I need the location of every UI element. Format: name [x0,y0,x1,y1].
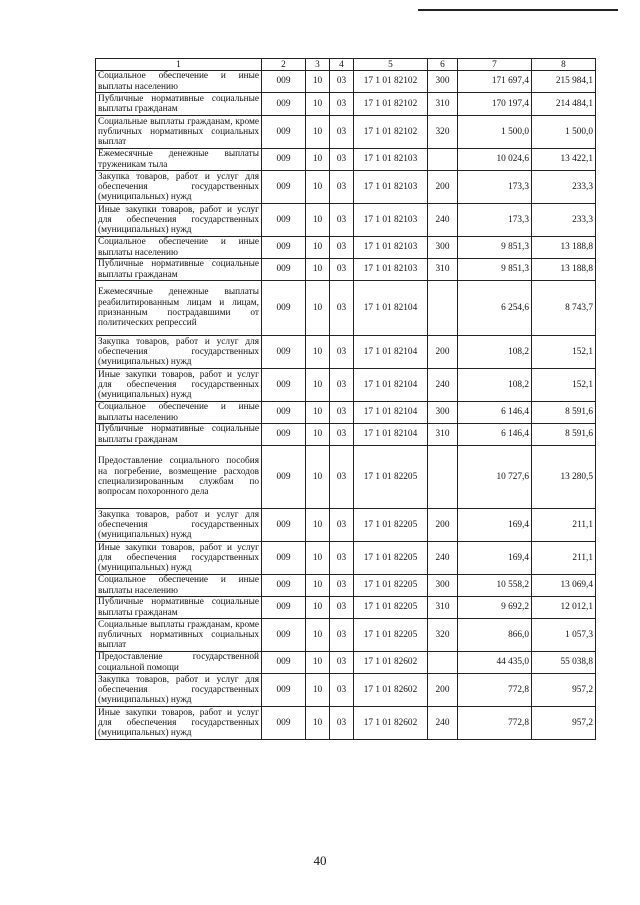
table-row [96,402,596,424]
row-code-4: 03 [330,71,354,93]
row-code-4: 03 [330,542,354,575]
row-amount-7: 108,2 [458,369,532,402]
row-amount-8: 233,3 [532,204,596,237]
row-code-5: 17 1 01 82102 [354,116,428,149]
table-row [96,204,596,237]
row-amount-7: 772,8 [458,674,532,707]
row-amount-7: 169,4 [458,542,532,575]
row-amount-7: 171 697,4 [458,71,532,93]
row-code-2: 009 [262,509,306,542]
row-code-2: 009 [262,575,306,597]
row-code-6: 310 [428,597,458,619]
row-name: Ежемесячные денежные выплаты труженикам тыла [96,149,262,171]
table-row [96,707,596,740]
row-code-4: 03 [330,336,354,369]
row-code-6 [428,281,458,336]
row-amount-8: 214 484,1 [532,93,596,116]
row-code-3: 10 [306,116,330,149]
row-amount-8: 152,1 [532,336,596,369]
row-code-3: 10 [306,93,330,116]
row-code-6: 200 [428,509,458,542]
row-code-3: 10 [306,509,330,542]
row-amount-8: 233,3 [532,171,596,204]
row-code-5: 17 1 01 82103 [354,204,428,237]
row-code-5: 17 1 01 82205 [354,446,428,509]
row-name: Публичные нормативные социальные выплаты гражданам [96,424,262,446]
table-row [96,446,596,509]
table-row [96,281,596,336]
header-cell-6: 6 [428,59,458,71]
row-code-6: 310 [428,259,458,281]
row-code-6: 300 [428,402,458,424]
row-amount-8: 13 188,8 [532,259,596,281]
row-name: Социальное обеспечение и иные выплаты населению [96,402,262,424]
row-code-2: 009 [262,674,306,707]
row-code-6: 310 [428,424,458,446]
row-amount-7: 10 024,6 [458,149,532,171]
row-amount-7: 9 851,3 [458,259,532,281]
table-row [96,149,596,171]
row-code-3: 10 [306,71,330,93]
row-code-5: 17 1 01 82602 [354,707,428,740]
row-code-2: 009 [262,597,306,619]
row-code-5: 17 1 01 82602 [354,652,428,674]
row-amount-7: 10 558,2 [458,575,532,597]
row-amount-7: 6 254,6 [458,281,532,336]
row-amount-7: 1 500,0 [458,116,532,149]
row-amount-8: 152,1 [532,369,596,402]
row-code-3: 10 [306,674,330,707]
row-code-4: 03 [330,237,354,259]
header-cell-3: 3 [306,59,330,71]
row-code-3: 10 [306,707,330,740]
row-name: Предоставление социального пособия на погребение, возмещение расходов специализированным службам по вопросам похоронного дела [96,446,262,509]
table-row [96,369,596,402]
row-code-4: 03 [330,171,354,204]
row-code-3: 10 [306,171,330,204]
row-code-3: 10 [306,542,330,575]
page-number: 40 [313,853,327,868]
row-code-2: 009 [262,619,306,652]
header-rule [418,9,618,11]
row-code-2: 009 [262,71,306,93]
row-amount-8: 13 280,5 [532,446,596,509]
table-header-row [96,59,596,71]
table-row [96,597,596,619]
row-code-6: 300 [428,575,458,597]
row-amount-7: 772,8 [458,707,532,740]
header-cell-7: 7 [458,59,532,71]
row-code-2: 009 [262,259,306,281]
row-code-5: 17 1 01 82103 [354,259,428,281]
row-name: Иные закупки товаров, работ и услуг для обеспечения государственных (муниципальных) нужд [96,369,262,402]
row-code-5: 17 1 01 82205 [354,597,428,619]
row-amount-7: 170 197,4 [458,93,532,116]
row-code-4: 03 [330,369,354,402]
row-code-6: 240 [428,707,458,740]
row-code-5: 17 1 01 82103 [354,149,428,171]
row-code-4: 03 [330,93,354,116]
row-code-2: 009 [262,369,306,402]
row-code-3: 10 [306,259,330,281]
table-row [96,575,596,597]
row-code-6: 200 [428,336,458,369]
row-code-3: 10 [306,424,330,446]
row-amount-8: 13 422,1 [532,149,596,171]
table-row [96,237,596,259]
row-code-4: 03 [330,446,354,509]
row-code-4: 03 [330,707,354,740]
row-amount-8: 211,1 [532,509,596,542]
row-amount-8: 12 012,1 [532,597,596,619]
row-code-2: 009 [262,542,306,575]
row-code-4: 03 [330,619,354,652]
row-amount-8: 13 188,8 [532,237,596,259]
row-code-5: 17 1 01 82104 [354,424,428,446]
row-code-2: 009 [262,424,306,446]
row-code-6: 320 [428,116,458,149]
row-code-5: 17 1 01 82103 [354,237,428,259]
row-amount-8: 8 591,6 [532,424,596,446]
row-code-3: 10 [306,652,330,674]
row-amount-8: 211,1 [532,542,596,575]
row-code-2: 009 [262,204,306,237]
table-row [96,674,596,707]
row-name: Публичные нормативные социальные выплаты гражданам [96,93,262,116]
row-code-6: 310 [428,93,458,116]
row-code-4: 03 [330,424,354,446]
row-name: Закупка товаров, работ и услуг для обеспечения государственных (муниципальных) нужд [96,336,262,369]
row-amount-7: 9 692,2 [458,597,532,619]
row-code-5: 17 1 01 82104 [354,369,428,402]
header-cell-8: 8 [532,59,596,71]
row-code-5: 17 1 01 82205 [354,542,428,575]
row-code-3: 10 [306,402,330,424]
row-code-5: 17 1 01 82103 [354,171,428,204]
row-amount-7: 44 435,0 [458,652,532,674]
row-amount-8: 957,2 [532,674,596,707]
row-code-4: 03 [330,204,354,237]
table-row [96,71,596,93]
row-code-6: 200 [428,171,458,204]
header-cell-5: 5 [354,59,428,71]
row-amount-7: 173,3 [458,171,532,204]
table-row [96,652,596,674]
row-amount-7: 108,2 [458,336,532,369]
row-code-2: 009 [262,652,306,674]
table-row [96,116,596,149]
row-code-6: 240 [428,542,458,575]
row-code-6: 240 [428,369,458,402]
header-cell-4: 4 [330,59,354,71]
row-code-6: 320 [428,619,458,652]
row-amount-8: 55 038,8 [532,652,596,674]
row-code-5: 17 1 01 82205 [354,619,428,652]
row-name: Ежемесячные денежные выплаты реабилитированным лицам и лицам, признанным пострадавшими от политических репрессий [96,281,262,336]
row-name: Иные закупки товаров, работ и услуг для обеспечения государственных (муниципальных) нужд [96,707,262,740]
row-code-2: 009 [262,116,306,149]
row-code-4: 03 [330,597,354,619]
table-row [96,619,596,652]
table-row [96,336,596,369]
row-name: Публичные нормативные социальные выплаты гражданам [96,259,262,281]
row-name: Иные закупки товаров, работ и услуг для обеспечения государственных (муниципальных) нужд [96,542,262,575]
row-code-6: 300 [428,71,458,93]
budget-table [95,58,596,740]
row-code-6: 200 [428,674,458,707]
row-code-2: 009 [262,237,306,259]
table-row [96,424,596,446]
table-body [96,71,596,740]
row-amount-8: 1 500,0 [532,116,596,149]
row-code-5: 17 1 01 82104 [354,402,428,424]
row-code-6: 240 [428,204,458,237]
row-code-2: 009 [262,707,306,740]
row-name: Закупка товаров, работ и услуг для обеспечения государственных (муниципальных) нужд [96,509,262,542]
row-code-3: 10 [306,281,330,336]
row-amount-8: 8 591,6 [532,402,596,424]
row-code-3: 10 [306,369,330,402]
row-name: Социальное обеспечение и иные выплаты населению [96,575,262,597]
row-amount-8: 13 069,4 [532,575,596,597]
row-code-2: 009 [262,93,306,116]
row-code-2: 009 [262,171,306,204]
row-code-6 [428,652,458,674]
row-code-3: 10 [306,237,330,259]
row-amount-7: 866,0 [458,619,532,652]
table-row [96,509,596,542]
row-code-4: 03 [330,116,354,149]
row-code-4: 03 [330,149,354,171]
row-code-5: 17 1 01 82102 [354,93,428,116]
row-amount-8: 957,2 [532,707,596,740]
row-code-6: 300 [428,237,458,259]
row-amount-7: 169,4 [458,509,532,542]
row-code-3: 10 [306,336,330,369]
row-code-2: 009 [262,402,306,424]
header-cell-2: 2 [262,59,306,71]
row-code-4: 03 [330,259,354,281]
row-code-4: 03 [330,402,354,424]
row-name: Социальное обеспечение и иные выплаты населению [96,71,262,93]
row-code-4: 03 [330,674,354,707]
row-code-3: 10 [306,446,330,509]
table-row [96,542,596,575]
row-name: Закупка товаров, работ и услуг для обеспечения государственных (муниципальных) нужд [96,171,262,204]
row-code-4: 03 [330,652,354,674]
row-amount-8: 215 984,1 [532,71,596,93]
row-code-3: 10 [306,619,330,652]
header-cell-1: 1 [96,59,262,71]
row-code-5: 17 1 01 82102 [354,71,428,93]
row-name: Социальные выплаты гражданам, кроме публичных нормативных социальных выплат [96,619,262,652]
table-row [96,93,596,116]
row-code-2: 009 [262,149,306,171]
row-code-5: 17 1 01 82104 [354,336,428,369]
row-code-2: 009 [262,446,306,509]
row-name: Социальное обеспечение и иные выплаты населению [96,237,262,259]
row-code-3: 10 [306,575,330,597]
row-code-5: 17 1 01 82602 [354,674,428,707]
table-row [96,259,596,281]
row-amount-8: 1 057,3 [532,619,596,652]
row-code-4: 03 [330,575,354,597]
row-code-5: 17 1 01 82205 [354,509,428,542]
table-row [96,171,596,204]
row-code-3: 10 [306,204,330,237]
row-name: Иные закупки товаров, работ и услуг для обеспечения государственных (муниципальных) нужд [96,204,262,237]
row-code-4: 03 [330,509,354,542]
row-code-5: 17 1 01 82104 [354,281,428,336]
row-amount-7: 6 146,4 [458,424,532,446]
row-code-6 [428,446,458,509]
row-code-3: 10 [306,149,330,171]
row-amount-7: 9 851,3 [458,237,532,259]
row-name: Закупка товаров, работ и услуг для обеспечения государственных (муниципальных) нужд [96,674,262,707]
row-amount-8: 8 743,7 [532,281,596,336]
row-code-2: 009 [262,281,306,336]
row-amount-7: 173,3 [458,204,532,237]
row-name: Социальные выплаты гражданам, кроме публичных нормативных социальных выплат [96,116,262,149]
row-code-3: 10 [306,597,330,619]
row-name: Публичные нормативные социальные выплаты гражданам [96,597,262,619]
row-amount-7: 10 727,6 [458,446,532,509]
row-code-5: 17 1 01 82205 [354,575,428,597]
row-amount-7: 6 146,4 [458,402,532,424]
row-code-6 [428,149,458,171]
row-code-4: 03 [330,281,354,336]
row-name: Предоставление государственной социальной помощи [96,652,262,674]
row-code-2: 009 [262,336,306,369]
